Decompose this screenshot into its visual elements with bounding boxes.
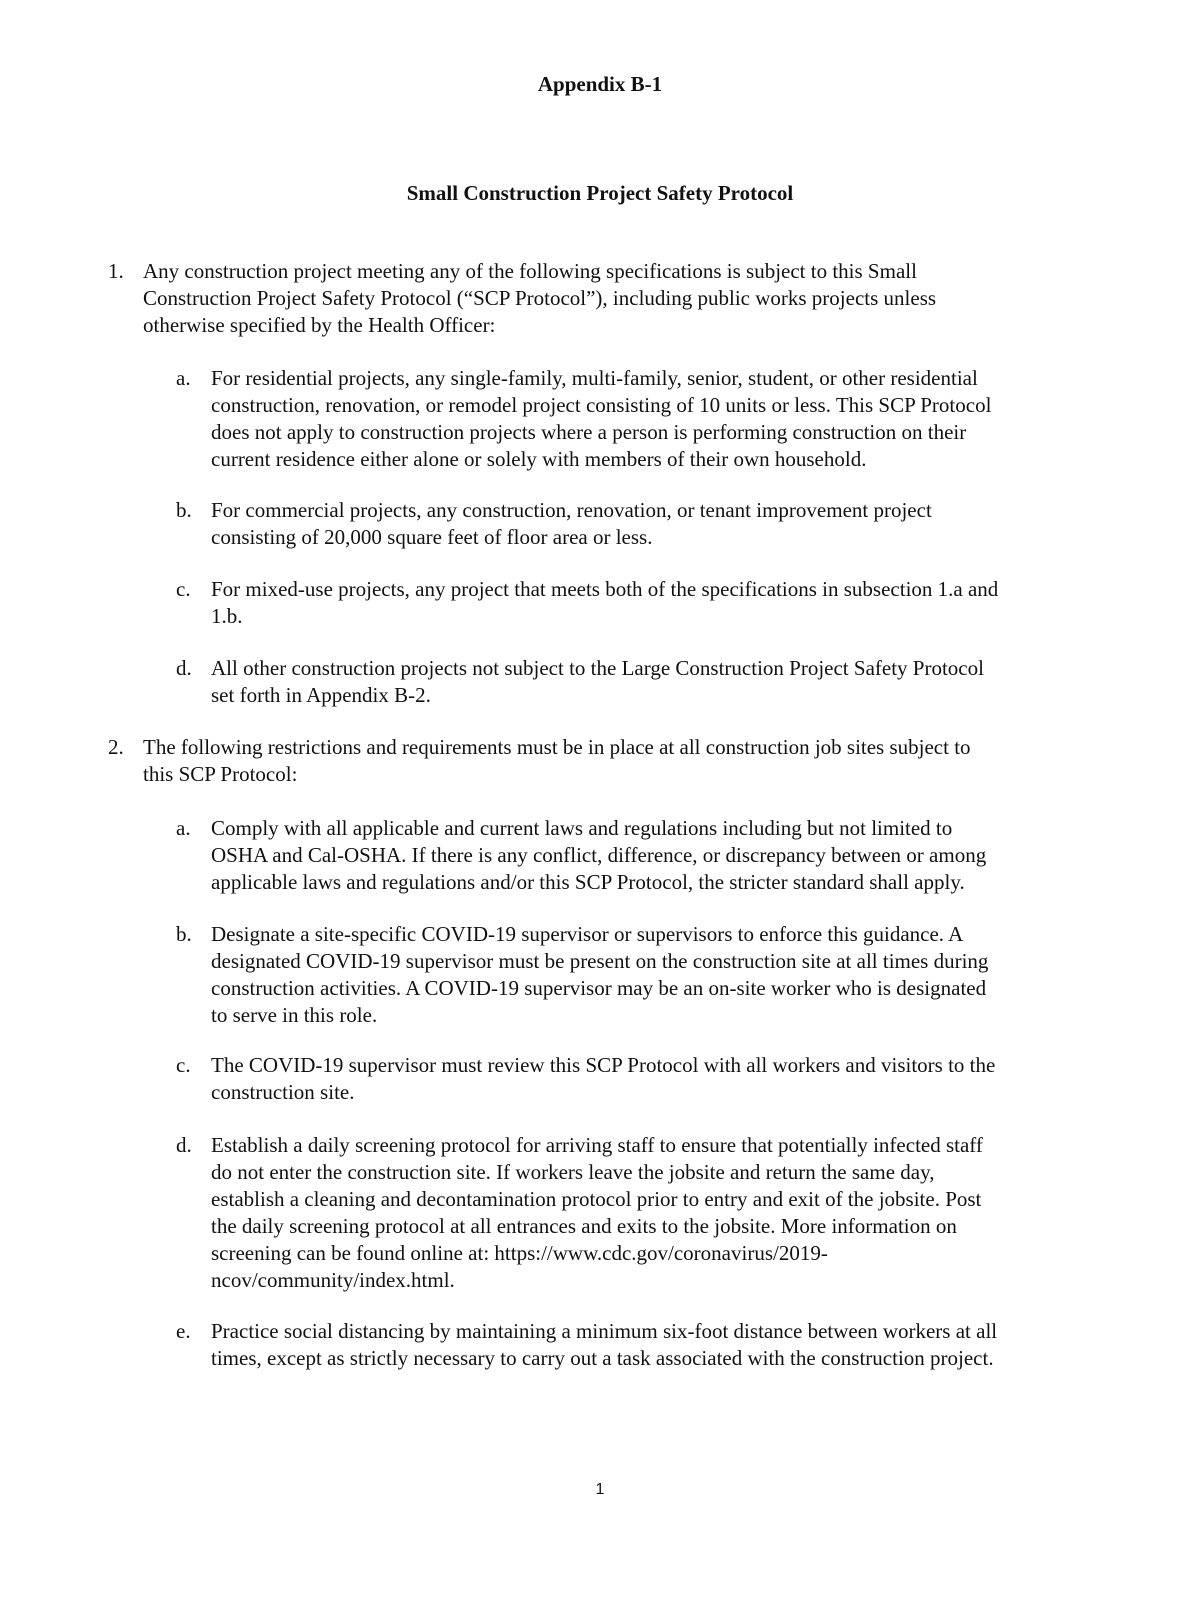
item-2d-marker: d. — [176, 1133, 192, 1157]
section-1-text: Any construction project meeting any of the following specifications is subject to this Small Construction Project Safety Protocol (“SCP Protocol”), including public works projects unless otherwise specified by the Health Officer: — [143, 259, 937, 337]
item-1b-text: For commercial projects, any construction, renovation, or tenant improvement project consisting of 20,000 square feet of floor area or less. — [211, 498, 932, 549]
item-1a-marker: a. — [176, 366, 191, 390]
item-2b-marker: b. — [176, 922, 192, 946]
item-2d-text: Establish a daily screening protocol for arriving staff to ensure that potentially infected staff do not enter the construction site. If workers leave the jobsite and return the same day, establish a cleaning and decontamination protocol prior to entry and exit of the jobsite. Post the daily screening protocol at all entrances and exits to the jobsite. More information on screening can be found online at: https://www.cdc.gov/coronavirus/2019- ncov/community/index.html. — [211, 1133, 983, 1292]
doc-title: Small Construction Project Safety Protocol — [406, 181, 794, 205]
item-1a-text: For residential projects, any single-family, multi-family, senior, student, or other residential construction, renovation, or remodel project consisting of 10 units or less. This SCP Protocol does not apply to construction projects where a person is performing construction on their current residence either alone or solely with members of their own household. — [211, 366, 992, 471]
page-number: 1 — [595, 1481, 605, 1498]
item-2a-text: Comply with all applicable and current laws and regulations including but not limited to OSHA and Cal-OSHA. If there is any conflict, difference, or discrepancy between or among applicable laws and regulations and/or this SCP Protocol, the stricter standard shall apply. — [211, 816, 987, 894]
appendix-title: Appendix B-1 — [537, 72, 663, 96]
item-1b-marker: b. — [176, 498, 192, 522]
section-2-marker: 2. — [108, 735, 124, 759]
item-1d-marker: d. — [176, 656, 192, 680]
item-2e-marker: e. — [176, 1319, 191, 1343]
item-1c-text: For mixed-use projects, any project that meets both of the specifications in subsection 1.a and 1.b. — [211, 577, 999, 628]
item-2c-marker: c. — [176, 1053, 191, 1077]
item-2a-marker: a. — [176, 816, 191, 840]
item-2e-text: Practice social distancing by maintaining a minimum six-foot distance between workers at all times, except as strictly necessary to carry out a task associated with the construction project. — [211, 1319, 998, 1370]
section-1-marker: 1. — [108, 259, 124, 283]
section-2-text: The following restrictions and requirements must be in place at all construction job sites subject to this SCP Protocol: — [143, 735, 971, 786]
item-2c-text: The COVID-19 supervisor must review this SCP Protocol with all workers and visitors to the construction site. — [211, 1053, 996, 1104]
item-2b-text: Designate a site-specific COVID-19 supervisor or supervisors to enforce this guidance. A designated COVID-19 supervisor must be present on the construction site at all times during construction activities. A COVID-19 supervisor may be an on-site worker who is designated to serve in this role. — [211, 922, 989, 1027]
item-1c-marker: c. — [176, 577, 191, 601]
item-1d-text: All other construction projects not subject to the Large Construction Project Safety Protocol set forth in Appendix B-2. — [211, 656, 984, 707]
